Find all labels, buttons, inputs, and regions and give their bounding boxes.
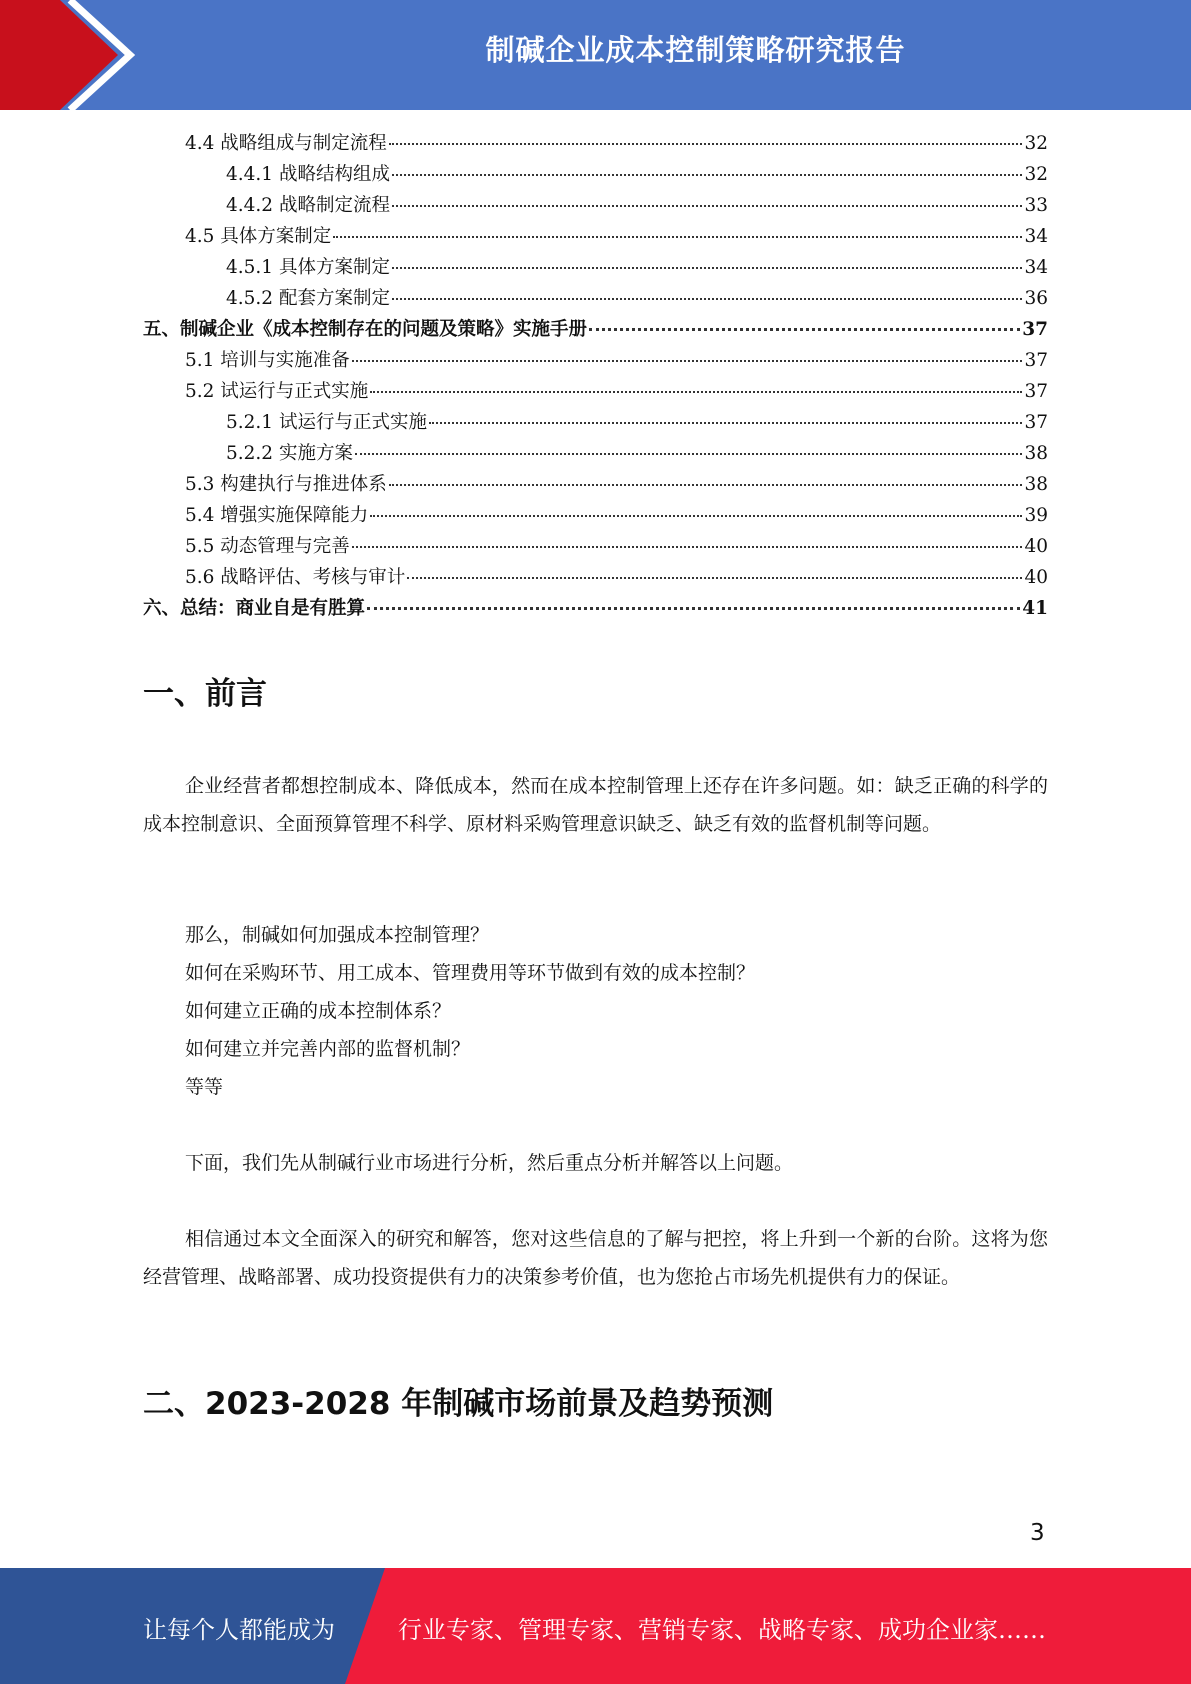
paragraph: 企业经营者都想控制成本、降低成本，然而在成本控制管理上还存在许多问题。如：缺乏正确的科学的成本控制意识、全面预算管理不科学、原材料采购管理意识缺乏、缺乏有效的监督机制等问题。	[143, 775, 1048, 835]
toc-entry-label: 4.4.1 战略结构组成	[226, 164, 390, 185]
header-arrow-decoration	[0, 0, 160, 110]
toc-entry-label: 5.2 试运行与正式实施	[185, 381, 369, 402]
question-line: 如何建立并完善内部的监督机制？	[185, 1038, 471, 1060]
toc-entry[interactable]	[226, 159, 1048, 190]
toc-leader-dots	[389, 484, 1023, 486]
toc-leader-dots	[429, 422, 1022, 424]
toc-leader-dots	[355, 453, 1023, 455]
page-header	[0, 0, 1191, 110]
toc-leader-dots	[392, 267, 1022, 269]
footer-slogan-right: 行业专家、管理专家、营销专家、战略专家、成功企业家……	[398, 1616, 1046, 1644]
section-heading-market-forecast: 二、2023-2028 年制碱市场前景及趋势预测	[143, 1386, 774, 1422]
question-line: 等等	[185, 1076, 224, 1098]
toc-entry-label: 4.4.2 战略制定流程	[226, 195, 390, 216]
toc-entry-page: 37	[1024, 350, 1048, 371]
toc-entry-page: 36	[1024, 288, 1048, 309]
toc-entry-label: 六、总结：商业自是有胜算	[143, 598, 366, 619]
toc-leader-dots	[392, 205, 1022, 207]
page-footer	[0, 1568, 1191, 1684]
toc-entry[interactable]	[185, 376, 1048, 407]
toc-entry[interactable]	[185, 469, 1048, 500]
toc-entry-page: 37	[1024, 381, 1048, 402]
question-line: 如何在采购环节、用工成本、管理费用等环节做到有效的成本控制？	[185, 962, 756, 984]
toc-leader-dots	[352, 360, 1023, 362]
toc-entry[interactable]	[185, 500, 1048, 531]
toc-entry-page: 32	[1024, 164, 1048, 185]
toc-leader-dots	[589, 328, 1020, 331]
toc-entry-label: 5.3 构建执行与推进体系	[185, 474, 387, 495]
question-line: 那么，制碱如何加强成本控制管理？	[185, 924, 490, 946]
toc-entry-label: 5.5 动态管理与完善	[185, 536, 350, 557]
toc-leader-dots	[392, 174, 1022, 176]
toc-leader-dots	[389, 143, 1023, 145]
question-line: 如何建立正确的成本控制体系？	[185, 1000, 452, 1022]
toc-entry-label: 4.5 具体方案制定	[185, 226, 332, 247]
paragraph: 相信通过本文全面深入的研究和解答，您对这些信息的了解与把控，将上升到一个新的台阶。这将为您经营管理、战略部署、成功投资提供有力的决策参考价值，也为您抢占市场先机提供有力的保证。	[143, 1228, 1048, 1288]
toc-entry[interactable]	[185, 128, 1048, 159]
toc-entry[interactable]	[185, 531, 1048, 562]
toc-entry[interactable]	[226, 190, 1048, 221]
toc-entry-page: 33	[1024, 195, 1048, 216]
toc-entry-label: 4.4 战略组成与制定流程	[185, 133, 387, 154]
toc-entry-page: 40	[1024, 536, 1048, 557]
toc-entry[interactable]	[226, 252, 1048, 283]
toc-entry-label: 5.4 增强实施保障能力	[185, 505, 369, 526]
toc-chapter-entry[interactable]	[143, 314, 1048, 345]
toc-entry-label: 4.5.1 具体方案制定	[226, 257, 390, 278]
toc-entry-label: 5.6 战略评估、考核与审计	[185, 567, 406, 588]
toc-entry[interactable]	[185, 562, 1048, 593]
toc-entry-label: 5.1 培训与实施准备	[185, 350, 350, 371]
toc-entry-page: 41	[1022, 598, 1048, 619]
toc-leader-dots	[370, 391, 1022, 393]
toc-entry-page: 40	[1024, 567, 1048, 588]
toc-entry-label: 4.5.2 配套方案制定	[226, 288, 390, 309]
toc-entry[interactable]	[226, 283, 1048, 314]
toc-leader-dots	[370, 515, 1022, 517]
toc-entry[interactable]	[185, 221, 1048, 252]
toc-entry-page: 38	[1024, 474, 1048, 495]
toc-entry-label: 五、制碱企业《成本控制存在的问题及策略》实施手册	[143, 319, 588, 340]
toc-entry-page: 37	[1024, 412, 1048, 433]
toc-entry-page: 34	[1024, 257, 1048, 278]
toc-leader-dots	[333, 236, 1022, 238]
paragraph: 下面，我们先从制碱行业市场进行分析，然后重点分析并解答以上问题。	[185, 1152, 794, 1174]
toc-leader-dots	[352, 546, 1023, 548]
toc-entry-page: 32	[1024, 133, 1048, 154]
toc-entry[interactable]	[226, 438, 1048, 469]
toc-entry-page: 34	[1024, 226, 1048, 247]
page-number: 3	[1030, 1520, 1045, 1546]
toc-entry-label: 5.2.2 实施方案	[226, 443, 353, 464]
toc-leader-dots	[392, 298, 1022, 300]
section-heading-preface: 一、前言	[143, 676, 267, 712]
toc-entry[interactable]	[226, 407, 1048, 438]
toc-chapter-entry[interactable]	[143, 593, 1048, 624]
toc-entry[interactable]	[185, 345, 1048, 376]
toc-entry-label: 5.2.1 试运行与正式实施	[226, 412, 427, 433]
toc-entry-page: 38	[1024, 443, 1048, 464]
toc-entry-page: 37	[1022, 319, 1048, 340]
report-title: 制碱企业成本控制策略研究报告	[485, 33, 906, 67]
toc-entry-page: 39	[1024, 505, 1048, 526]
footer-slogan-left: 让每个人都能成为	[143, 1616, 335, 1644]
toc-leader-dots	[407, 577, 1022, 579]
toc-leader-dots	[367, 607, 1020, 610]
